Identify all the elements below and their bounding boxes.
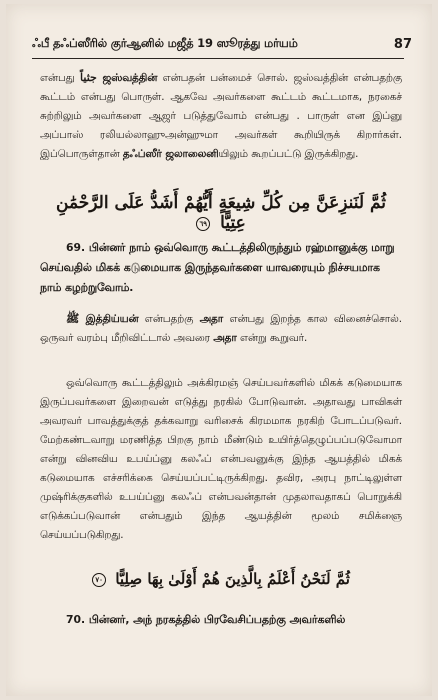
ayah-70-text: ثُمَّ لَنَحْنُ أَعْلَمُ بِالَّذِينَ هُمْ أَوْلَىٰ بِهَا صِلِيًّا: [115, 570, 350, 588]
translation-69: [40, 238, 402, 298]
ayah-69: [46, 193, 396, 233]
keyword-jalalain: தஃப்ஸீர் ஜலாலைனி: [122, 148, 219, 160]
arabic-word: جثياً: [80, 71, 97, 84]
para3-text: ஒவ்வொரு கூட்டத்திலும் அக்கிரமஞ் செய்பவர்களில் மிகக் கடுமையாக இருப்பவர்களை இறைவன் எடுத்து நரகில் போடுவான். அதாவது பாவிகள் அவரவர் பாவத்துக்குத் தக்கவாறு வரிசைக் கிரமமாக நரகிற் போடப்படுவர். மேற்கண்டவாறு மரணித்த பிறகு நாம் மீண்டும் உயிர்த்தெழுப்பப்படுவோமா என்று வினவிய உபய்ப்னு கலஃப் என்பவனுக்கு இந்த ஆயத்தில் மிகக் கடுமையாக எச்சரிக்கை செய்யப்பட்டிருக்கிறது. தவிர, அரபு நாட்டிலுள்ள முஷ்ரிக்குகளில் உபய்ப்னு கலஃப் என்பவன்தான் முதலாவதாகப் பொறுக்கி எடுக்கப்படுவான் என்பதும் இந்த ஆயத்தின் மூலம் சமிக்ஞை செய்யப்படுகிறது.: [40, 377, 402, 541]
page-number: 87: [393, 36, 412, 52]
honorific-mark: ﷺ: [66, 312, 80, 325]
translation-70-text: 70. பின்னர், அந் நரகத்தில் பிரவேசிப்பதற்கு அவர்களில்: [66, 613, 346, 626]
paragraph-1: [40, 68, 402, 164]
paragraph-3: [40, 374, 402, 545]
para1-pre: என்பது: [40, 72, 81, 84]
para2-tail: என்று கூறுவர்.: [236, 332, 308, 344]
keyword-ata-2: அதா: [213, 332, 237, 344]
translation-69-text: 69. பின்னர் நாம் ஒவ்வொரு கூட்டத்திலிருந்தும் ரஹ்மானுக்கு மாறு செய்வதில் மிகக் கடுமையாக இருந்தவர்களை யாவரையும் நிச்சயமாக நாம் கழற்றுவோம்.: [40, 241, 395, 294]
book-page: [6, 4, 432, 696]
ayah-70: [46, 570, 396, 588]
para2-mid2: என்பது இறந்த கால வினைச்சொல். ஒருவர் வரம்பு மீறிவிட்டால் அவரை: [40, 313, 402, 344]
para2-mid1: என்பதற்கு: [138, 313, 200, 325]
keyword-ata-1: அதா: [199, 313, 224, 325]
header-title: ஃபீ தஃப்ஸீரில் குர்ஆனில் மஜீத் 19 ஸூரத்து மர்யம்: [32, 36, 298, 50]
keyword-ittiyyan: இத்திய்யன்: [85, 313, 139, 325]
ayah-69-text: ثُمَّ لَنَنزِعَنَّ مِن كُلِّ شِيعَةٍ أَيُّهُمْ أَشَدُّ عَلَى الرَّحْمَٰنِ عِتِيًّا: [56, 193, 386, 233]
ayah-69-marker: ٦٩: [196, 217, 210, 231]
para1-tail: யிலும் கூறப்பட்டு இருக்கிறது.: [218, 148, 359, 160]
ayah-70-marker: ٧٠: [92, 573, 106, 587]
header-rule: [32, 58, 404, 59]
running-header: [32, 34, 412, 54]
translation-70: [40, 610, 402, 630]
para1-mid: என்பதன் பன்மைச் சொல். ஜஸ்வத்தின் என்பதற்கு கூட்டம் என்பது பொருள். ஆகவே அவர்களை கூட்டம் கூட்டமாக, நரகைச் சுற்றிலும் அவர்களை ஆஜர் படுத்துவோம் என்பது . பாருள் என இப்னு அப்பாஸ் ரலியல்லாஹுஅன்ஹுமா அவர்கள் கூறியிருக் கிறார்கள். இப்பொருள்தான்: [40, 72, 403, 160]
paragraph-2: [40, 309, 402, 348]
keyword-jaswa: ஜஸ்வத்தின்: [96, 72, 158, 84]
